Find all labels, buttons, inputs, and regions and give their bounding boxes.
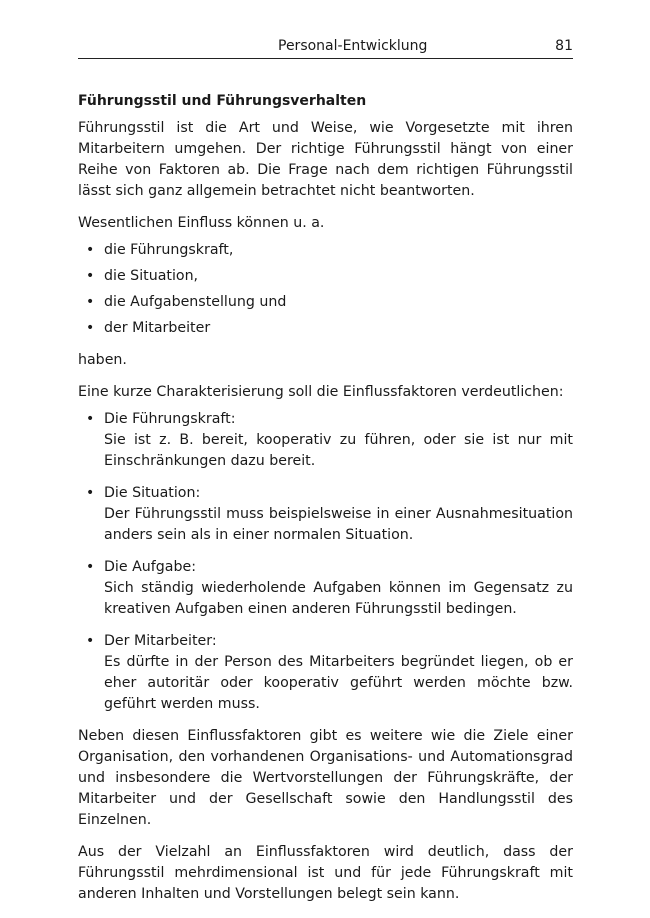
factor-list (78, 409, 573, 715)
list-item (78, 483, 573, 546)
bullet-icon: • (86, 294, 95, 310)
paragraph-further-factors: Neben diesen Einflussfaktoren gibt es weitere wie die Ziele einer Organisation, den vorhandenen Organisations- und Automationsgrad und insbesondere die Wertvorstellungen der Führungskräfte, der Mitarbeiter und der Gesellschaft sowie den Handlungsstil des Einzelnen. (78, 728, 573, 828)
list-item (78, 557, 573, 620)
running-head-title: Personal-Entwicklung (278, 38, 428, 54)
factor-text: Sich ständig wiederholende Aufgaben können im Gegensatz zu kreativen Aufgaben einen anderen Führungsstil bedingen. (104, 580, 573, 617)
factor-text: Der Führungsstil muss beispielsweise in einer Ausnahmesituation anders sein als in einer normalen Situation. (104, 506, 573, 543)
bullet-icon: • (86, 320, 95, 336)
page-content (78, 90, 573, 916)
factor-text: Es dürfte in der Person des Mitarbeiters begründet liegen, ob er eher autoritär oder kooperativ geführt werden möchte bzw. geführt werden muss. (104, 654, 573, 712)
list-item (78, 631, 573, 715)
bullet-icon: • (86, 411, 95, 427)
paragraph-conclusion: Aus der Vielzahl an Einflussfaktoren wird deutlich, dass der Führungsstil mehrdimensional ist und für jede Führungskraft mit anderen Inhalten und Vorstellungen belegt sein kann. (78, 844, 573, 902)
section-heading: Führungsstil und Führungsverhalten (78, 93, 367, 109)
factor-title: Die Aufgabe: (104, 559, 197, 575)
list-item: • die Situation, (78, 266, 573, 287)
paragraph-influence-intro: Wesentlichen Einfluss können u. a. (78, 215, 325, 231)
paragraph-definition: Führungsstil ist die Art und Weise, wie Vorgesetzte mit ihren Mitarbeitern umgehen. Der richtige Führungsstil hängt von einer Reihe von Faktoren ab. Die Frage nach dem richtigen Führungsstil lässt sich ganz allgemein betrachtet nicht beantworten. (78, 120, 573, 199)
list-item: • die Aufgabenstellung und (78, 292, 573, 313)
bullet-icon: • (86, 633, 95, 649)
page-number: 81 (555, 38, 573, 54)
factor-text: Sie ist z. B. bereit, kooperativ zu führen, oder sie ist nur mit Einschränkungen dazu bereit. (104, 432, 573, 469)
bullet-icon: • (86, 559, 95, 575)
factor-title: Die Führungskraft: (104, 411, 236, 427)
paragraph-characterization-intro: Eine kurze Charakterisierung soll die Einflussfaktoren verdeutlichen: (78, 384, 564, 400)
list-item: • der Mitarbeiter (78, 318, 573, 339)
list-item (78, 409, 573, 472)
header-rule (78, 58, 573, 59)
bullet-icon: • (86, 485, 95, 501)
factor-title: Der Mitarbeiter: (104, 633, 217, 649)
running-head (78, 36, 573, 58)
bullet-icon: • (86, 242, 95, 258)
factor-title: Die Situation: (104, 485, 201, 501)
bullet-icon: • (86, 268, 95, 284)
list-item: • die Führungskraft, (78, 240, 573, 261)
paragraph-haben: haben. (78, 352, 127, 368)
influence-list (78, 240, 573, 339)
